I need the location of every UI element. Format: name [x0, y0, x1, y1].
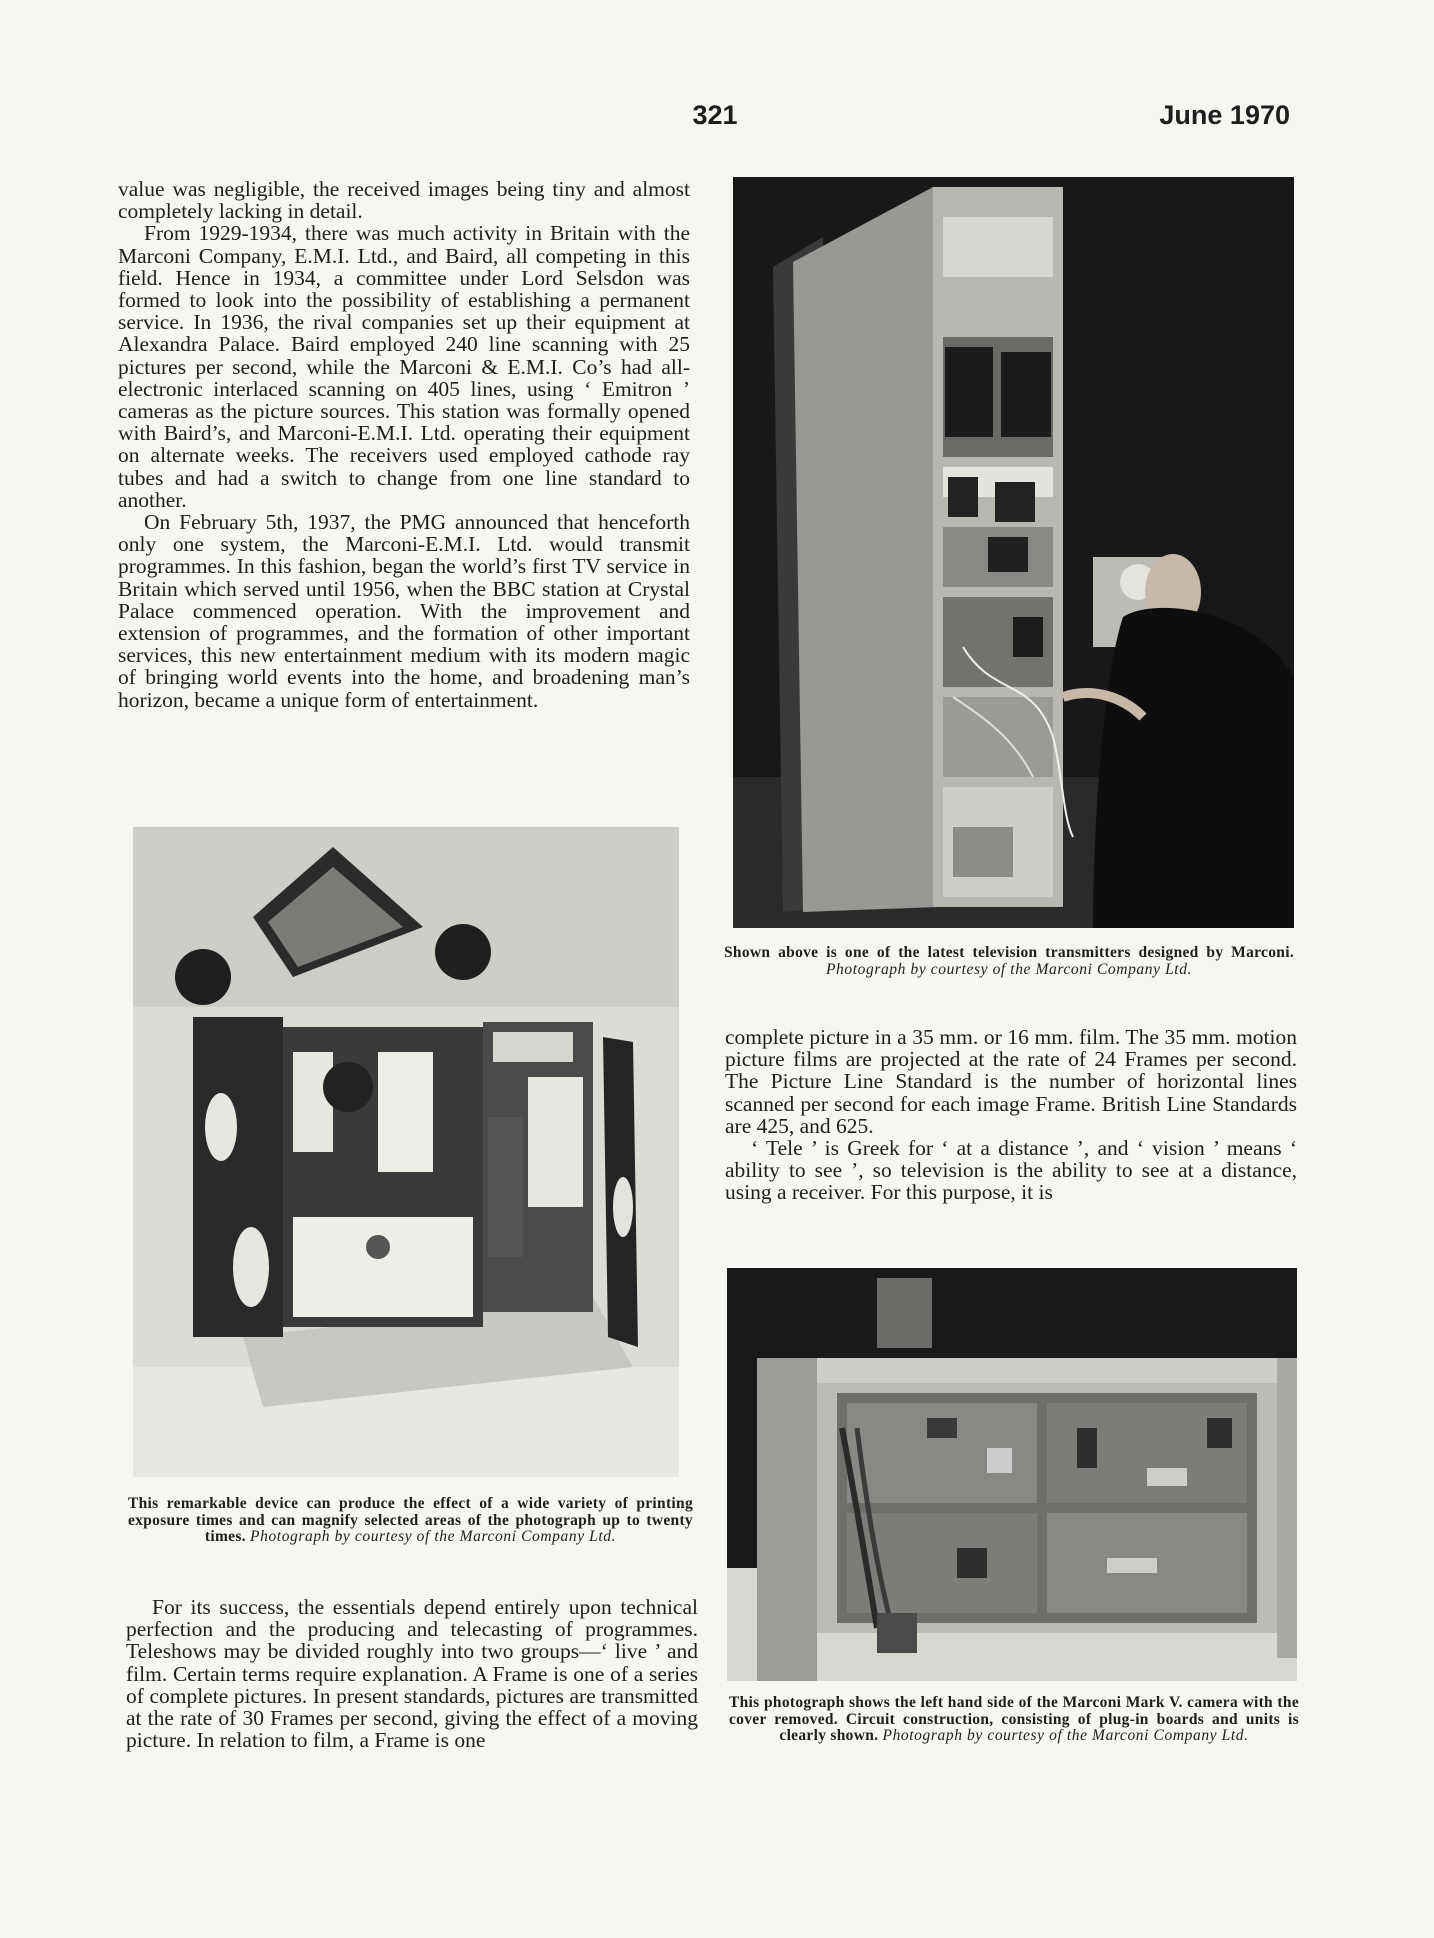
caption-credit: Photograph by courtesy of the Marconi Company Ltd.	[250, 1528, 617, 1545]
article-paragraph: ‘ Tele ’ is Greek for ‘ at a distance ’, and ‘ vision ’ means ‘ ability to see ’, so television is the ability to see at a distance, using a receiver. For this purpose, it is	[725, 1136, 1297, 1205]
article-column-left-top	[118, 178, 690, 711]
photo-caption-device	[128, 1496, 693, 1546]
article-column-left-bottom	[126, 1596, 698, 1751]
caption-credit: Photograph by courtesy of the Marconi Company Ltd.	[825, 960, 1193, 978]
article-paragraph: value was negligible, the received images being tiny and almost completely lacking in detail.	[118, 177, 690, 224]
article-paragraph: For its success, the essentials depend entirely upon technical perfection and the producing and telecasting of programmes. Teleshows may be divided roughly into two groups—‘ live ’ and film. Certain terms require explanation. A Frame is one of a series of complete pictures. In present standards, pictures are transmitted at the rate of 30 Frames per second, giving the effect of a moving picture. In relation to film, a Frame is one	[126, 1595, 698, 1753]
issue-date: June 1970	[1159, 100, 1290, 130]
caption-text: Shown above is one of the latest television transmitters designed by Marconi.	[724, 944, 1294, 961]
photo-marconi-camera	[727, 1268, 1297, 1681]
photo-caption-camera	[729, 1695, 1299, 1745]
photo-caption-transmitter	[724, 945, 1294, 978]
article-column-right-middle	[725, 1026, 1297, 1204]
page-number: 321	[692, 100, 738, 130]
caption-text: This remarkable device can produce the effect of a wide variety of printing exposure times and can magnify selected areas of the photograph up to twenty times.	[128, 1495, 693, 1545]
caption-text: This photograph shows the left hand side of the Marconi Mark V. camera with the cover removed. Circuit construction, consisting of plug-in boards and units is clearly shown.	[729, 1694, 1299, 1744]
photo-television-transmitter	[733, 177, 1294, 928]
photo-printing-device	[133, 827, 679, 1477]
article-paragraph: complete picture in a 35 mm. or 16 mm. film. The 35 mm. motion picture films are projected at the rate of 24 Frames per second. The Picture Line Standard is the number of horizontal lines scanned per second for each image Frame. British Line Standards are 425, and 625.	[725, 1025, 1297, 1138]
article-paragraph: From 1929-1934, there was much activity in Britain with the Marconi Company, E.M.I. Ltd., and Baird, all competing in this field. Hence in 1934, a committee under Lord Selsdon was formed to look into the possibility of establishing a permanent service. In 1936, the rival companies set up their equipment at Alexandra Palace. Baird employed 240 line scanning with 25 pictures per second, while the Marconi & E.M.I. Co’s had all-electronic interlaced scanning on 405 lines, using ‘ Emitron ’ cameras as the picture sources. This station was formally opened with Baird’s, and Marconi-E.M.I. Ltd. operating their equipment on alternate weeks. The receivers used employed cathode ray tubes and had a switch to change from one line standard to another.	[118, 221, 690, 512]
article-paragraph: On February 5th, 1937, the PMG announced that henceforth only one system, the Marconi-E.M.I. Ltd. would transmit programmes. In this fashion, began the world’s first TV service in Britain which served until 1956, when the BBC station at Crystal Palace commenced operation. With the improvement and extension of programmes, and the formation of other important services, this new entertainment medium with its modern magic of bringing world events into the home, and broadening man’s horizon, became a unique form of entertainment.	[118, 510, 690, 712]
caption-credit: Photograph by courtesy of the Marconi Company Ltd.	[882, 1727, 1249, 1744]
